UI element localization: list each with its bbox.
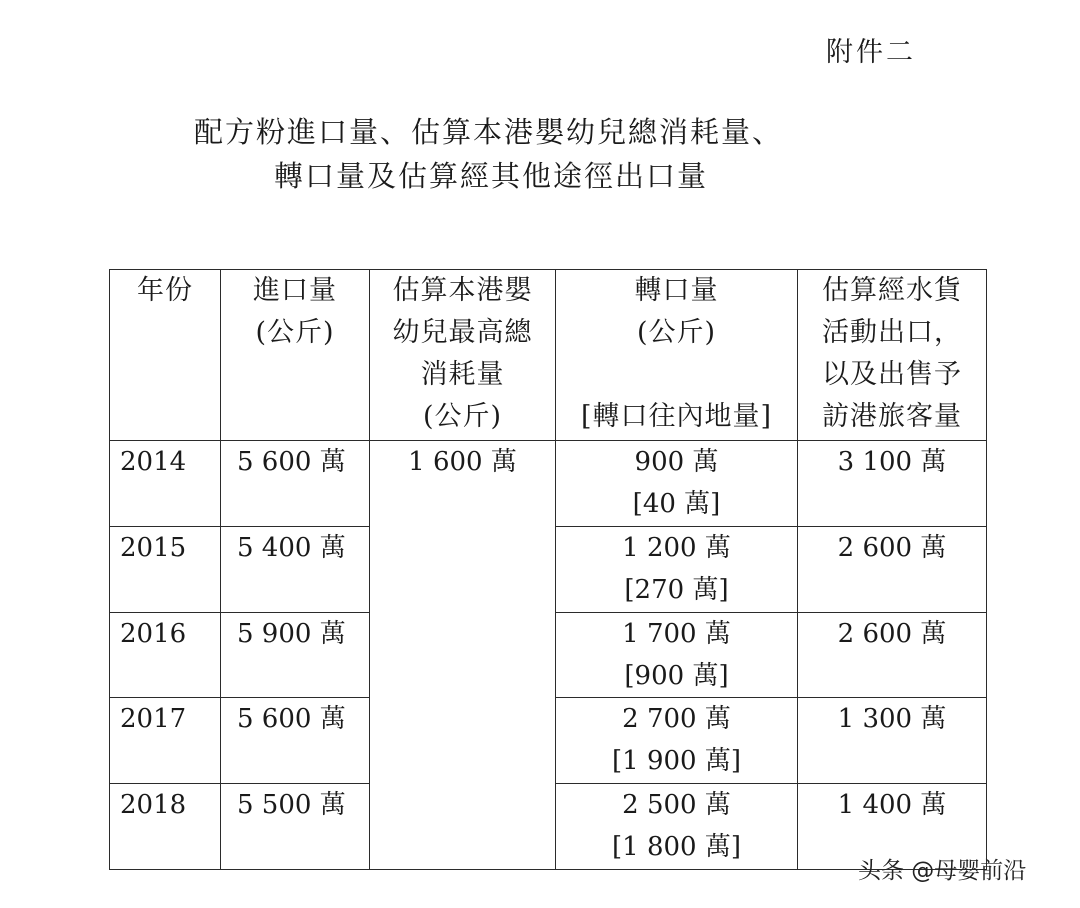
reexport-value: 1 700 萬 bbox=[622, 618, 731, 649]
other-export-cell: 2 600 萬 bbox=[798, 526, 987, 612]
annex-label: 附件二 bbox=[826, 37, 916, 68]
header-import: 進口量 (公斤) bbox=[221, 270, 370, 441]
other-export-cell: 2 600 萬 bbox=[798, 612, 987, 698]
year-cell: 2014 bbox=[110, 441, 221, 527]
formula-statistics-table bbox=[109, 269, 987, 870]
reexport-cell bbox=[556, 612, 798, 698]
other-export-cell: 3 100 萬 bbox=[798, 441, 987, 527]
reexport-mainland-value: [1 900 萬] bbox=[612, 746, 741, 777]
other-export-cell: 1 400 萬 bbox=[798, 784, 987, 870]
reexport-cell bbox=[556, 526, 798, 612]
reexport-cell bbox=[556, 698, 798, 784]
reexport-mainland-value: [270 萬] bbox=[624, 574, 729, 605]
import-cell: 5 600 萬 bbox=[221, 698, 370, 784]
header-consumption: 估算本港嬰 幼兒最高總 消耗量 (公斤) bbox=[370, 270, 556, 441]
document-title-line-2: 轉口量及估算經其他途徑出口量 bbox=[274, 159, 709, 193]
document-title-line-1: 配方粉進口量、估算本港嬰幼兒總消耗量、 bbox=[194, 115, 784, 149]
year-cell: 2016 bbox=[110, 612, 221, 698]
import-cell: 5 900 萬 bbox=[221, 612, 370, 698]
year-cell: 2017 bbox=[110, 698, 221, 784]
reexport-cell bbox=[556, 441, 798, 527]
table-header-row bbox=[110, 270, 987, 441]
import-cell: 5 400 萬 bbox=[221, 526, 370, 612]
reexport-value: 2 700 萬 bbox=[622, 704, 731, 735]
year-cell: 2015 bbox=[110, 526, 221, 612]
header-other-export: 估算經水貨 活動出口， 以及出售予 訪港旅客量 bbox=[798, 270, 987, 441]
watermark: 头条 @母婴前沿 bbox=[858, 858, 1027, 884]
import-cell: 5 600 萬 bbox=[221, 441, 370, 527]
header-reexport: 轉口量 (公斤) [轉口往內地量] bbox=[556, 270, 798, 441]
consumption-cell: 1 600 萬 bbox=[370, 441, 556, 870]
reexport-value: 900 萬 bbox=[634, 447, 719, 477]
year-cell: 2018 bbox=[110, 784, 221, 870]
reexport-mainland-value: [40 萬] bbox=[632, 489, 721, 519]
reexport-mainland-value: [900 萬] bbox=[624, 660, 729, 691]
table-row bbox=[110, 441, 987, 527]
reexport-value: 1 200 萬 bbox=[622, 532, 731, 563]
reexport-mainland-value: [1 800 萬] bbox=[612, 832, 741, 863]
other-export-cell: 1 300 萬 bbox=[798, 698, 987, 784]
import-cell: 5 500 萬 bbox=[221, 784, 370, 870]
reexport-cell bbox=[556, 784, 798, 870]
reexport-value: 2 500 萬 bbox=[622, 790, 731, 821]
header-year: 年份 bbox=[110, 270, 221, 441]
